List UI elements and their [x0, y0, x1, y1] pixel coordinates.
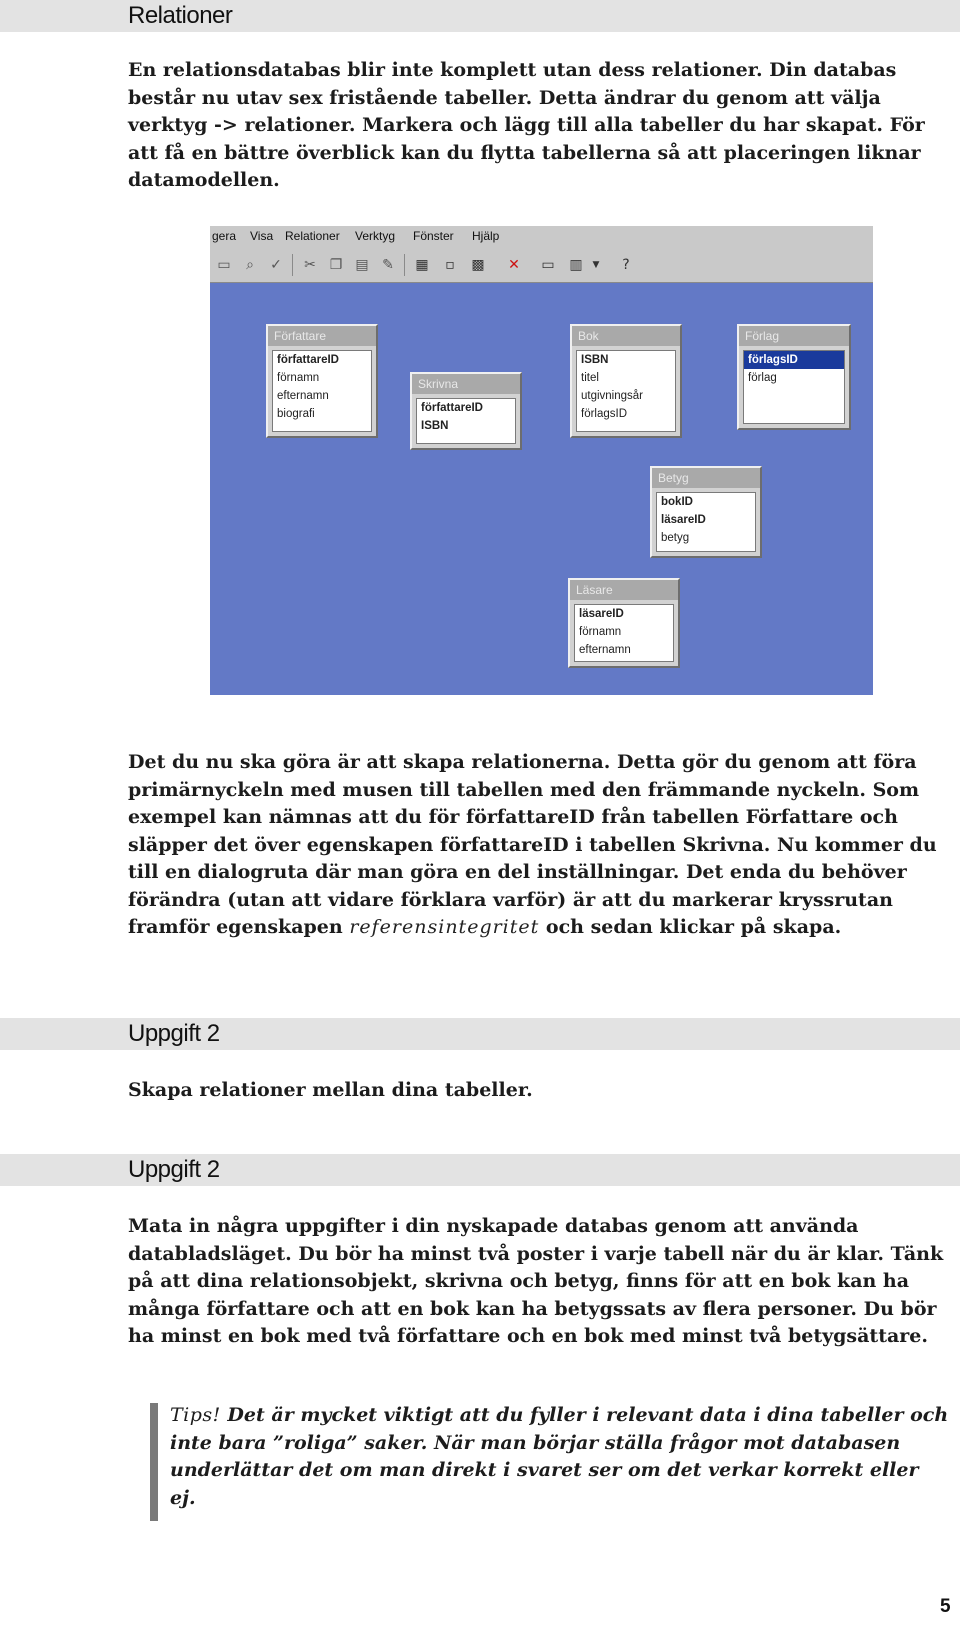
- toolbar: [210, 248, 873, 283]
- field-item[interactable]: läsareID: [579, 608, 624, 620]
- field-item[interactable]: förnamn: [277, 372, 320, 384]
- field-list: [272, 350, 372, 432]
- field-item[interactable]: läsareID: [661, 514, 706, 526]
- table-box-title: Läsare: [570, 580, 678, 600]
- help-icon[interactable]: ?: [622, 257, 630, 273]
- table-box-title: Betyg: [652, 468, 760, 488]
- menu-item[interactable]: Hjälp: [472, 229, 500, 243]
- table-box-title: Författare: [268, 326, 376, 346]
- toolbar-divider: [292, 254, 293, 276]
- field-item[interactable]: bokID: [661, 496, 693, 508]
- field-item[interactable]: författareID: [277, 354, 339, 366]
- table-box-lasare[interactable]: [568, 578, 680, 668]
- field-list: [656, 492, 756, 552]
- field-item[interactable]: efternamn: [277, 390, 329, 402]
- tips-accent-bar: [150, 1403, 158, 1521]
- table-box-title: Bok: [572, 326, 680, 346]
- tips-label: Tips!: [170, 1404, 221, 1426]
- menu-item[interactable]: Relationer: [285, 229, 340, 243]
- section-title-uppgift: Uppgift 2: [128, 1156, 220, 1183]
- menu-item[interactable]: gera: [212, 229, 237, 243]
- show-all-icon[interactable]: ▩: [471, 257, 485, 273]
- instructions-text: Det du nu ska göra är att skapa relationerna. Detta gör du genom att föra primärnyckeln med musen till tabellen med den främmande nyckeln. Som exempel kan nämnas att du för författareID från tabellen Författare och släpper det över egenskapen författareID i tabellen Skrivna. Nu kommer du till en dialogruta där man göra en del inställningar. Det enda du behöver förändra (utan att vidare förklara varför) är att du markerar kryssrutan framför egenskapen: [128, 751, 937, 938]
- instructions-paragraph: [128, 749, 958, 942]
- intro-paragraph: En relationsdatabas blir inte komplett utan dess relationer. Din databas består nu utav sex fristående tabeller. Detta ändrar du genom att välja verktyg -> relationer. Markera och lägg till alla tabeller du har skapat. För att få en bättre överblick kan du flytta tabellerna så att placeringen liknar datamodellen.: [128, 59, 925, 191]
- task-paragraph: Skapa relationer mellan dina tabeller.: [128, 1079, 533, 1101]
- menu-bar: [210, 226, 873, 248]
- instructions-text: och sedan klickar på skapa.: [539, 916, 842, 938]
- table-box-title: Förlag: [739, 326, 849, 346]
- cut-icon[interactable]: ✂: [304, 257, 316, 273]
- field-list: [743, 350, 845, 424]
- table-box-skrivna[interactable]: [410, 372, 522, 450]
- menu-item[interactable]: Visa: [250, 229, 274, 243]
- format-painter-icon[interactable]: ✎: [382, 257, 394, 273]
- new-object-icon[interactable]: ▥: [569, 257, 583, 273]
- field-list: [576, 350, 676, 432]
- menu-item[interactable]: Fönster: [413, 229, 454, 243]
- field-item[interactable]: förlag: [748, 372, 777, 384]
- field-item[interactable]: betyg: [661, 532, 690, 544]
- tips-text: Det är mycket viktigt att du fyller i relevant data i dina tabeller och inte bara ”roliga” saker. När man börjar ställa frågor mot databasen underlättar det om man direkt i svaret ser om det verkar korrekt eller ej.: [170, 1404, 949, 1509]
- tips-paragraph: [170, 1402, 950, 1512]
- table-box-betyg[interactable]: [650, 466, 762, 558]
- print-preview-icon[interactable]: ⌕: [246, 257, 254, 273]
- table-box-title: Skrivna: [412, 374, 520, 394]
- spelling-icon[interactable]: ✓: [270, 257, 282, 273]
- section-title-uppgift: Uppgift 2: [128, 1020, 220, 1047]
- chevron-down-icon[interactable]: ▼: [592, 260, 600, 270]
- field-item[interactable]: förnamn: [579, 626, 622, 638]
- page-number: 5: [940, 1596, 951, 1617]
- show-direct-icon[interactable]: ▫: [445, 257, 455, 273]
- table-box-forfattare[interactable]: [266, 324, 378, 438]
- section-title-relationer: Relationer: [128, 2, 233, 29]
- paste-icon[interactable]: ▤: [355, 257, 369, 273]
- show-table-icon[interactable]: ▦: [415, 257, 429, 273]
- field-item[interactable]: biografi: [277, 408, 315, 420]
- field-item[interactable]: utgivningsår: [581, 390, 644, 402]
- delete-icon[interactable]: ✕: [508, 257, 520, 273]
- field-list: [574, 604, 674, 662]
- field-item[interactable]: ISBN: [581, 354, 609, 366]
- table-box-bok[interactable]: [570, 324, 682, 438]
- menu-item[interactable]: Verktyg: [355, 229, 396, 243]
- field-item[interactable]: titel: [581, 372, 599, 384]
- toolbar-divider: [404, 254, 405, 276]
- field-item[interactable]: författareID: [421, 402, 483, 414]
- save-icon[interactable]: ▭: [217, 257, 231, 273]
- emphasis-term: referensintegritet: [349, 916, 540, 938]
- copy-icon[interactable]: ❐: [329, 257, 343, 273]
- field-item-selected[interactable]: förlagsID: [744, 351, 844, 369]
- field-item[interactable]: efternamn: [579, 644, 631, 656]
- field-item[interactable]: ISBN: [421, 420, 449, 432]
- window-icon[interactable]: ▭: [541, 257, 555, 273]
- task-paragraph: Mata in några uppgifter i din nyskapade databas genom att använda databladsläget. Du bör ha minst två poster i varje tabell när du är klar. Tänk på att dina relationsobjekt, skrivna och betyg, finns för att en bok kan ha många författare och att en bok kan ha betygssats av flera personer. Du bör ha minst en bok med två författare och en bok med minst två betygsättare.: [128, 1215, 944, 1347]
- field-item[interactable]: förlagsID: [581, 408, 628, 420]
- relations-window-screenshot: [210, 226, 873, 695]
- field-list: [416, 398, 516, 444]
- table-box-forlag[interactable]: [737, 324, 851, 430]
